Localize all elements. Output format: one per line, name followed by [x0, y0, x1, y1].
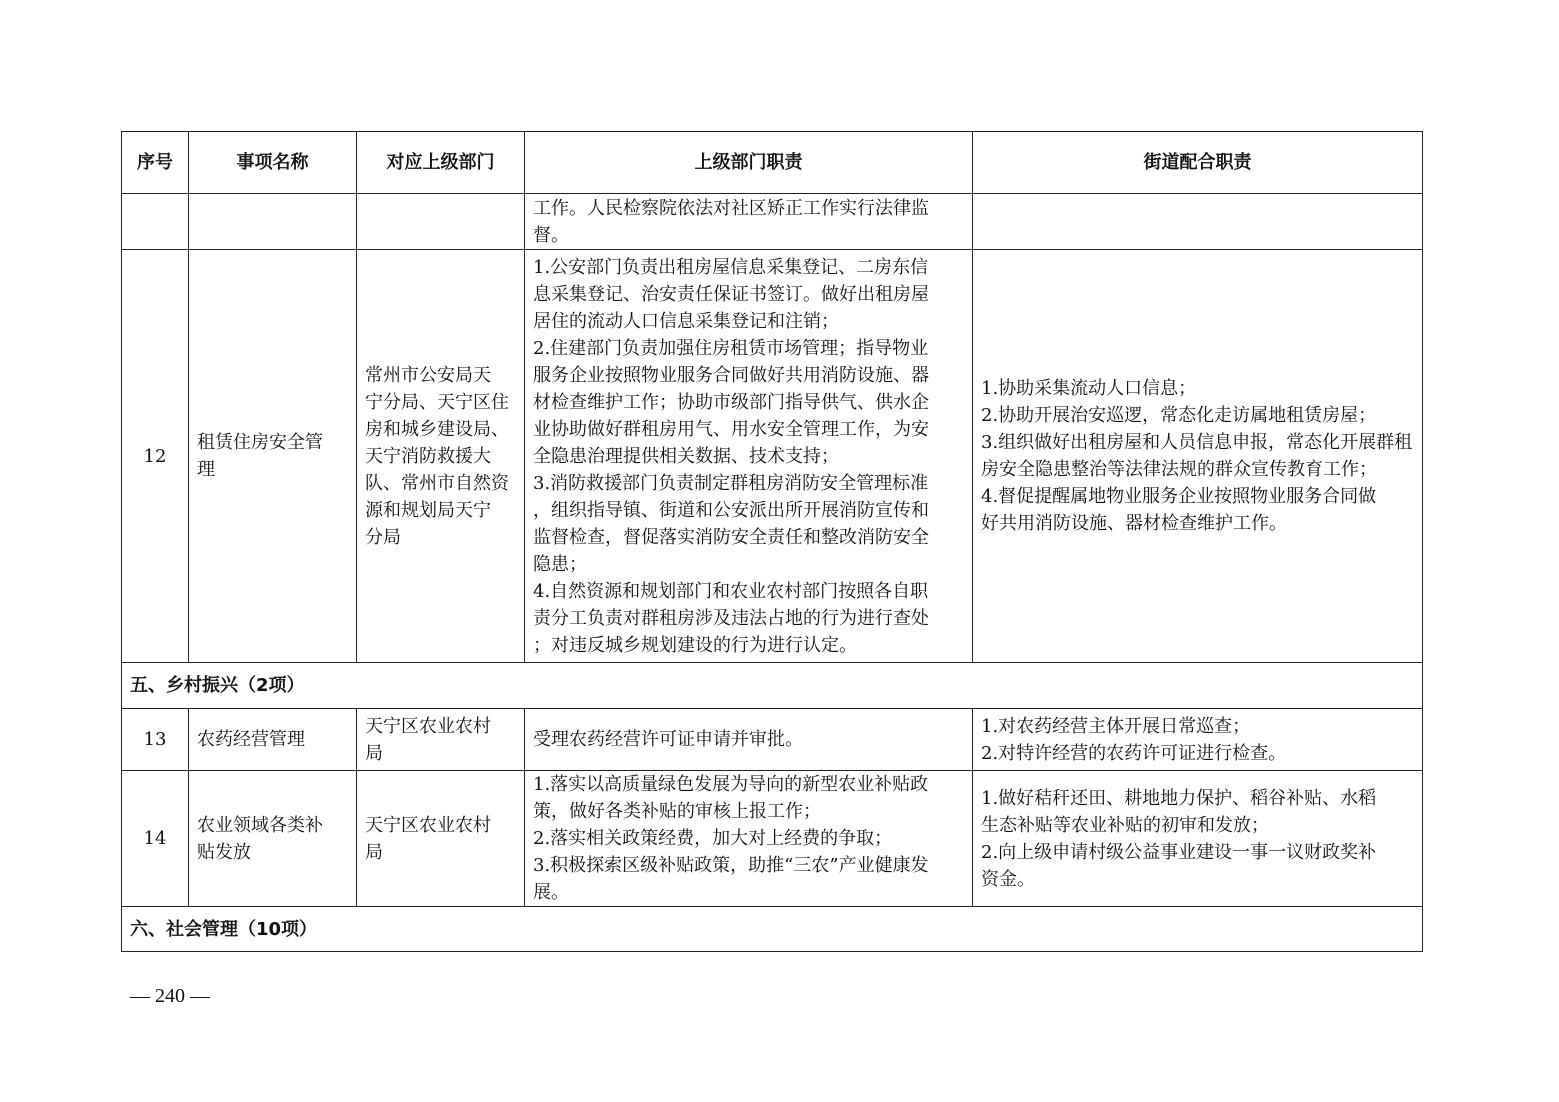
duty-line: 受理农药经营许可证申请并审批。 — [533, 729, 803, 750]
dept-line: 天宁区农业农村 — [365, 814, 491, 836]
cell-name — [189, 194, 357, 250]
duty-line: 息采集登记、治安责任保证书签订。做好出租房屋 — [533, 283, 929, 305]
duty-line: 2.住建部门负责加强住房租赁市场管理；指导物业 — [533, 337, 929, 359]
coop-line: 1.做好秸秆还田、耕地地力保护、稻谷补贴、水稻 — [981, 787, 1377, 809]
duty-line: 隐患； — [533, 553, 587, 575]
dept-line: 局 — [365, 742, 383, 764]
section-row-social — [122, 907, 1423, 952]
table-row-14 — [122, 771, 1423, 907]
name-line: 农业领域各类补 — [197, 814, 323, 836]
dept-line: 房和城乡建设局、 — [365, 418, 509, 440]
table-header-row — [122, 132, 1423, 194]
duty-line: 3.积极探索区级补贴政策，助推“三农”产业健康发展。 — [533, 855, 929, 903]
duty-line: 材检查维护工作；协助市级部门指导供气、供水企 — [533, 391, 929, 413]
cell-name — [189, 771, 357, 907]
coop-line: 1.协助采集流动人口信息； — [981, 378, 1197, 399]
duty-line: 2.落实相关政策经费，加大对上经费的争取； — [533, 828, 893, 849]
coop-line: 2.对特许经营的农药许可证进行检查。 — [981, 742, 1287, 764]
header-superior-dept: 对应上级部门 — [357, 132, 525, 194]
cell-coop — [973, 194, 1423, 250]
cell-dept — [357, 194, 525, 250]
coop-line: 2.向上级申请村级公益事业建设一事一议财政奖补 — [981, 841, 1377, 863]
duty-line: 责分工负责对群租房涉及违法占地的行为进行查处 — [533, 607, 929, 629]
cell-dept — [357, 771, 525, 907]
dept-line: 局 — [365, 841, 383, 863]
header-item-name: 事项名称 — [189, 132, 357, 194]
duty-line: 居住的流动人口信息采集登记和注销； — [533, 310, 839, 332]
duty-line: 监督检查，督促落实消防安全责任和整改消防安全 — [533, 526, 929, 548]
dept-line: 队、常州市自然资 — [365, 472, 509, 494]
duty-line: 督。 — [533, 224, 569, 246]
cell-coop — [973, 250, 1423, 663]
duty-line: 业协助做好群租房用气、用水安全管理工作，为安 — [533, 418, 929, 440]
name-line: 贴发放 — [197, 841, 251, 863]
duty-line: 1.落实以高质量绿色发展为导向的新型农业补贴政 — [533, 774, 929, 795]
dept-line: 宁分局、天宁区住 — [365, 391, 509, 413]
table-row-13 — [122, 709, 1423, 771]
duty-line: 1.公安部门负责出租房屋信息采集登记、二房东信 — [533, 256, 929, 278]
coop-line: 2.协助开展治安巡逻，常态化走访属地租赁房屋； — [981, 405, 1377, 426]
header-superior-duty: 上级部门职责 — [525, 132, 973, 194]
cell-duty — [525, 194, 973, 250]
dept-line: 分局 — [365, 526, 401, 548]
name-line: 理 — [197, 459, 215, 480]
duty-line: 策，做好各类补贴的审核上报工作； — [533, 801, 821, 822]
section-row-rural — [122, 663, 1423, 709]
header-street-duty: 街道配合职责 — [973, 132, 1423, 194]
duty-table — [121, 131, 1423, 952]
name-line: 租赁住房安全管 — [197, 432, 323, 453]
cell-dept — [357, 709, 525, 771]
coop-line: 生态补贴等农业补贴的初审和发放； — [981, 814, 1269, 836]
cell-name — [189, 709, 357, 771]
coop-line: 房安全隐患整治等法律法规的群众宣传教育工作； — [981, 459, 1377, 480]
dept-line: 天宁消防救援大 — [365, 445, 491, 467]
duty-line: ；对违反城乡规划建设的行为进行认定。 — [533, 634, 857, 656]
duty-line: 服务企业按照物业服务合同做好共用消防设施、器 — [533, 364, 929, 386]
coop-line: 资金。 — [981, 868, 1035, 890]
cell-no: 13 — [122, 709, 189, 771]
table-row-continuation — [122, 194, 1423, 250]
section-title: 六、社会管理（10项） — [122, 907, 1423, 952]
cell-coop — [973, 771, 1423, 907]
duty-line: ，组织指导镇、街道和公安派出所开展消防宣传和 — [533, 499, 929, 521]
duty-line: 工作。人民检察院依法对社区矫正工作实行法律监 — [533, 197, 929, 219]
coop-line: 1.对农药经营主体开展日常巡查； — [981, 715, 1251, 737]
header-no: 序号 — [122, 132, 189, 194]
name-line: 农药经营管理 — [197, 729, 305, 750]
cell-coop — [973, 709, 1423, 771]
section-title: 五、乡村振兴（2项） — [122, 663, 1423, 709]
cell-duty — [525, 771, 973, 907]
cell-name — [189, 250, 357, 663]
cell-duty — [525, 250, 973, 663]
cell-dept — [357, 250, 525, 663]
dept-line: 常州市公安局天 — [365, 364, 491, 386]
duty-line: 全隐患治理提供相关数据、技术支持； — [533, 445, 839, 467]
cell-no: 12 — [122, 250, 189, 663]
coop-line: 4.督促提醒属地物业服务企业按照物业服务合同做 — [981, 486, 1377, 507]
coop-line: 好共用消防设施、器材检查维护工作。 — [981, 513, 1287, 534]
dept-line: 源和规划局天宁 — [365, 499, 491, 521]
duty-line: 3.消防救援部门负责制定群租房消防安全管理标准 — [533, 472, 929, 494]
cell-duty — [525, 709, 973, 771]
table-row-12 — [122, 250, 1423, 663]
page-number: — 240 — — [130, 985, 210, 1007]
cell-no — [122, 194, 189, 250]
duty-line: 4.自然资源和规划部门和农业农村部门按照各自职 — [533, 580, 929, 602]
dept-line: 天宁区农业农村 — [365, 715, 491, 737]
coop-line: 3.组织做好出租房屋和人员信息申报，常态化开展群租 — [981, 432, 1413, 453]
cell-no: 14 — [122, 771, 189, 907]
